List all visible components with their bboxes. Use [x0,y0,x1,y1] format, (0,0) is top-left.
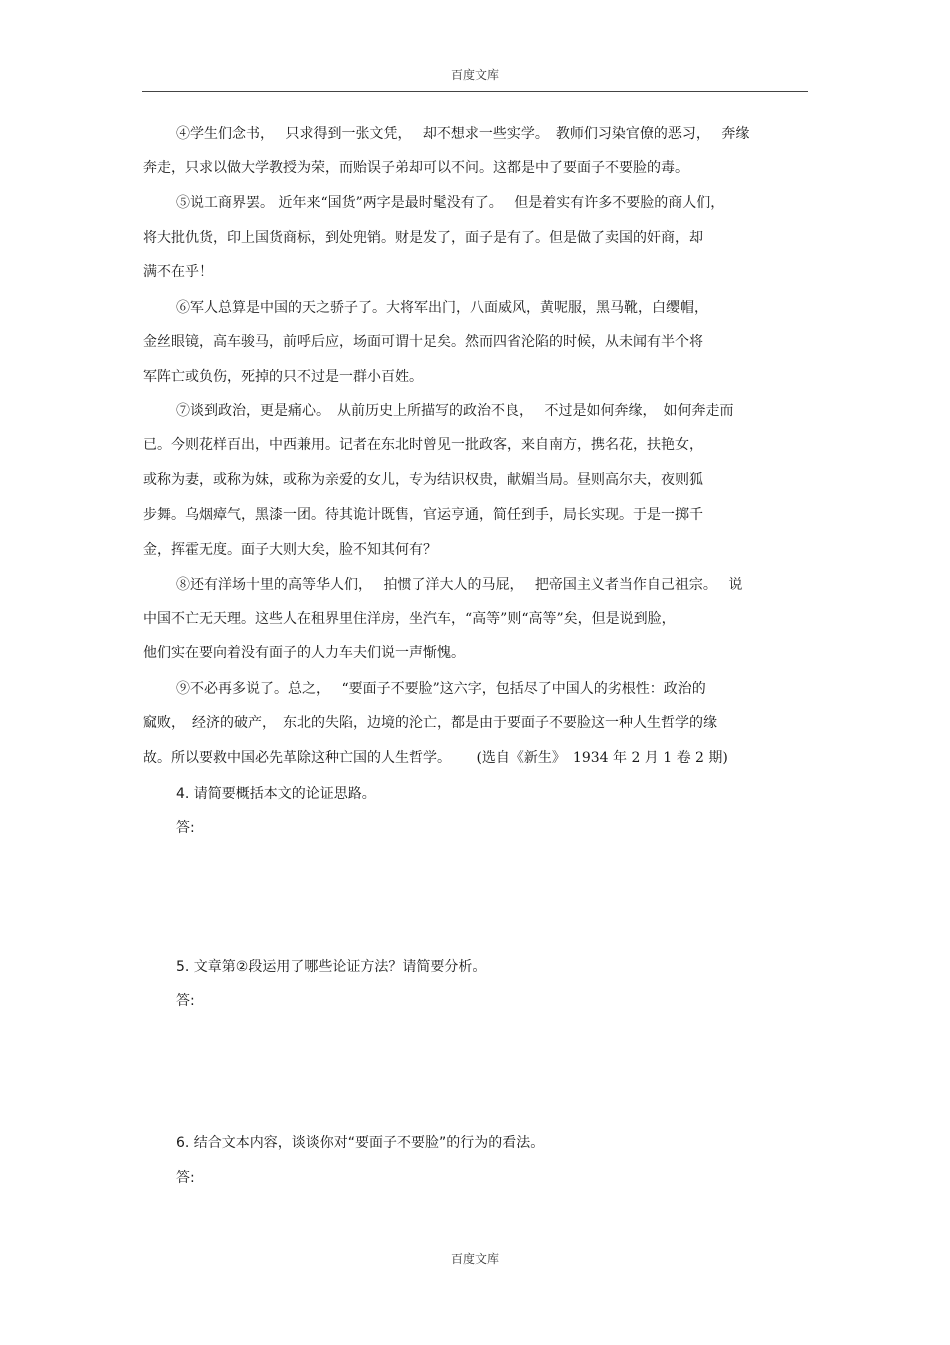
paragraph-4-line-2: 奔走，只求以做大学教授为荣，而贻误子弟却可以不问。这都是中了要面子不要脸的毒。 [143,160,689,176]
question-6: 6. 结合文本内容，谈谈你对“要面子不要脸”的行为的看法。 [176,1135,545,1151]
paragraph-8-line-1: ⑧还有洋场十里的高等华人们， 拍惯了洋大人的马屁， 把帝国主义者当作自己祖宗。 说 [176,577,743,593]
paragraph-8-line-3: 他们实在要向着没有面子的人力车夫们说一声惭愧。 [143,645,465,661]
paragraph-7-line-5: 金，挥霍无度。面子大则大矣，脸不知其何有？ [143,542,437,558]
paragraph-7-line-2: 已。今则花样百出，中西兼用。记者在东北时曾见一批政客，来自南方，携名花，扶艳女， [143,437,703,453]
answer-label-5: 答: [176,993,195,1009]
paragraph-5-line-3: 满不在乎！ [143,264,213,280]
paragraph-9-line-3: 故。所以要救中国必先革除这种亡国的人生哲学。 (选自《新生》 1934 年 2 月 1 卷 2 期) [143,750,728,766]
paragraph-7-line-1: ⑦谈到政治，更是痛心。 从前历史上所描写的政治不良， 不过是如何奔缘， 如何奔走而 [176,403,734,419]
paragraph-9-line-2: 窳败， 经济的破产， 东北的失陷，边境的沦亡，都是由于要面子不要脸这一种人生哲学的缘 [143,715,717,731]
header-divider [142,91,808,92]
paragraph-5-line-2: 将大批仇货，印上国货商标，到处兜销。财是发了，面子是有了。但是做了卖国的奸商，却 [143,230,703,246]
paragraph-7-line-3: 或称为妻，或称为妹，或称为亲爱的女儿，专为结识权贵，献媚当局。昼则高尔夫，夜则狐 [143,472,703,488]
paragraph-5-line-1: ⑤说工商界罢。 近年来“国货”两字是最时髦没有了。 但是着实有许多不要脸的商人们， [176,195,725,211]
paragraph-6-line-3: 军阵亡或负伤，死掉的只不过是一群小百姓。 [143,369,423,385]
paragraph-6-line-2: 金丝眼镜，高车骏马，前呼后应，场面可谓十足矣。然而四省沦陷的时候，从未闻有半个将 [143,334,703,350]
paragraph-9-line-1: ⑨不必再多说了。总之， “要面子不要脸”这六字，包括尽了中国人的劣根性：政治的 [176,681,706,697]
page-header: 百度文库 [450,68,499,82]
question-4: 4. 请简要概括本文的论证思路。 [176,786,376,802]
paragraph-6-line-1: ⑥军人总算是中国的天之骄子了。大将军出门，八面威风，黄呢服，黑马靴，白缨帽， [176,300,708,316]
question-5: 5. 文章第②段运用了哪些论证方法？请简要分析。 [176,959,487,975]
answer-label-6: 答: [176,1170,195,1186]
paragraph-8-line-2: 中国不亡无天理。这些人在租界里住洋房，坐汽车，“高等”则“高等”矣，但是说到脸， [143,611,676,627]
page-footer: 百度文库 [450,1252,499,1266]
paragraph-4-line-1: ④学生们念书， 只求得到一张文凭， 却不想求一些实学。 教师们习染官僚的恶习， 奔缘 [176,126,750,142]
answer-label-4: 答: [176,820,195,836]
paragraph-7-line-4: 步舞。乌烟瘴气，黑漆一团。待其诡计既售，官运亨通，简任到手，局长实现。于是一掷千 [143,507,703,523]
